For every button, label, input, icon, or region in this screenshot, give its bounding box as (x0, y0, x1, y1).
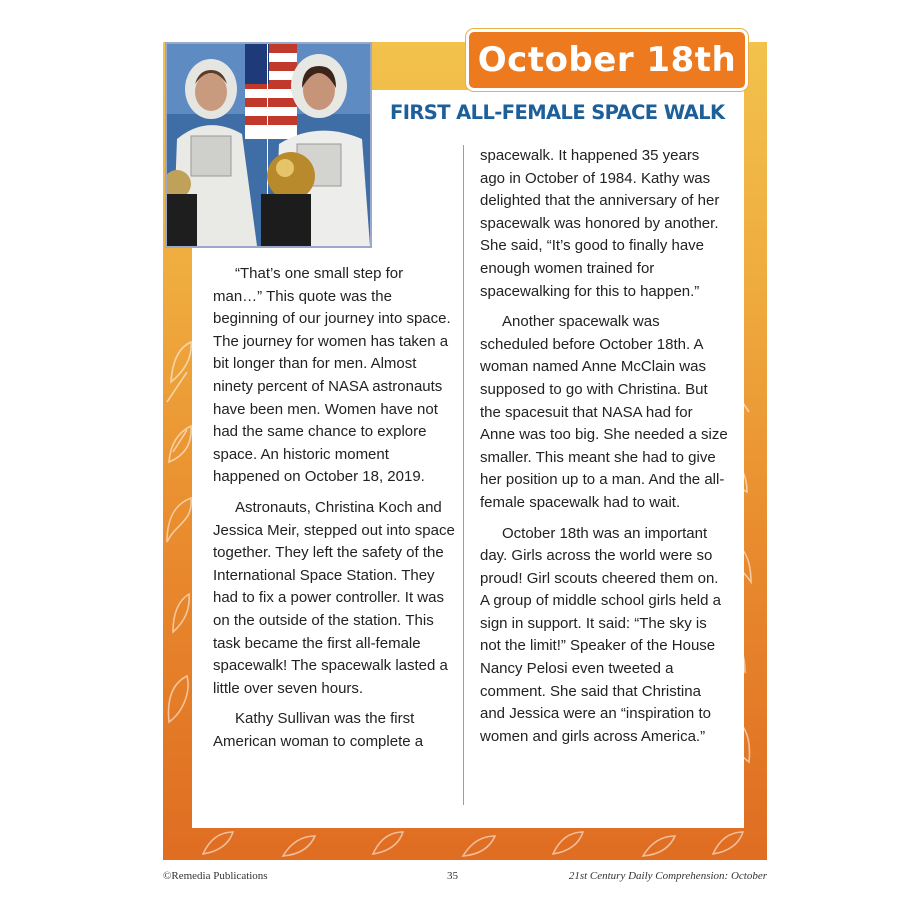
date-title: October 18th (466, 29, 748, 91)
leaf-icon (167, 498, 191, 542)
article-paragraph: Kathy Sullivan was the first American woman to complete a (213, 710, 424, 750)
article-column-right (480, 145, 728, 756)
leaf-icon (169, 676, 189, 722)
astronauts-photo (165, 42, 372, 248)
leaf-icon (643, 836, 675, 856)
flag-icon (245, 44, 297, 139)
column-divider (463, 145, 464, 805)
leaf-icon (283, 836, 315, 856)
leaf-icon (373, 832, 403, 854)
article-headline: FIRST ALL-FEMALE SPACE WALK (390, 101, 725, 124)
article-paragraph-continued: spacewalk. It happened 35 years ago in October of 1984. Kathy was delighted that the anniversary of her spacewalk was honored by another. She said, “It’s good to finally have enough women trained for spacewalking for this to happen.” (480, 147, 720, 300)
leaf-icon (169, 426, 191, 462)
leaf-icon (463, 836, 495, 856)
article-paragraph: Astronauts, Christina Koch and Jessica Meir, stepped out into space together. They left the safety of the International Space Station. They had to fix a power controller. It was on the outside of the station. This task became the first all-female spacewalk! The spacewalk lasted a little over seven hours. (213, 498, 455, 697)
leaf-icon (713, 832, 743, 854)
footer-publisher: ©Remedia Publications (163, 870, 268, 882)
leaf-icon (167, 342, 191, 402)
footer-book-title: 21st Century Daily Comprehension: October (568, 870, 767, 882)
leaf-icon (553, 832, 583, 854)
footer-page-number: 35 (447, 870, 458, 882)
article-paragraph: Another spacewalk was scheduled before October 18th. A woman named Anne McClain was supposed to go with Christina. But the spacesuit that NASA had for Anne was too big. She needed a size smaller. This meant she had to give her position up to a man. And the all-female spacewalk had to wait. (480, 313, 728, 511)
leaf-icon (203, 832, 233, 854)
article-paragraph: “That’s one small step for man…” This quote was the beginning of our journey into space. The journey for women has taken a bit longer than for men. Almost ninety percent of NASA astronauts have been men. Women have not had the same chance to explore space. An historic moment happened on October 18, 2019. (213, 265, 451, 486)
article-paragraph: October 18th was an important day. Girls across the world were so proud! Girl scouts cheered them on. A group of middle school girls held a sign in support. It said: “The sky is not the limit!” Speaker of the House Nancy Pelosi even tweeted a comment. She said that Christina and Jessica were an “inspiration to women and girls across America.” (480, 524, 721, 745)
astronauts-photo-icon (167, 44, 370, 246)
leaf-icon (173, 594, 189, 632)
article-column-left (213, 263, 455, 761)
